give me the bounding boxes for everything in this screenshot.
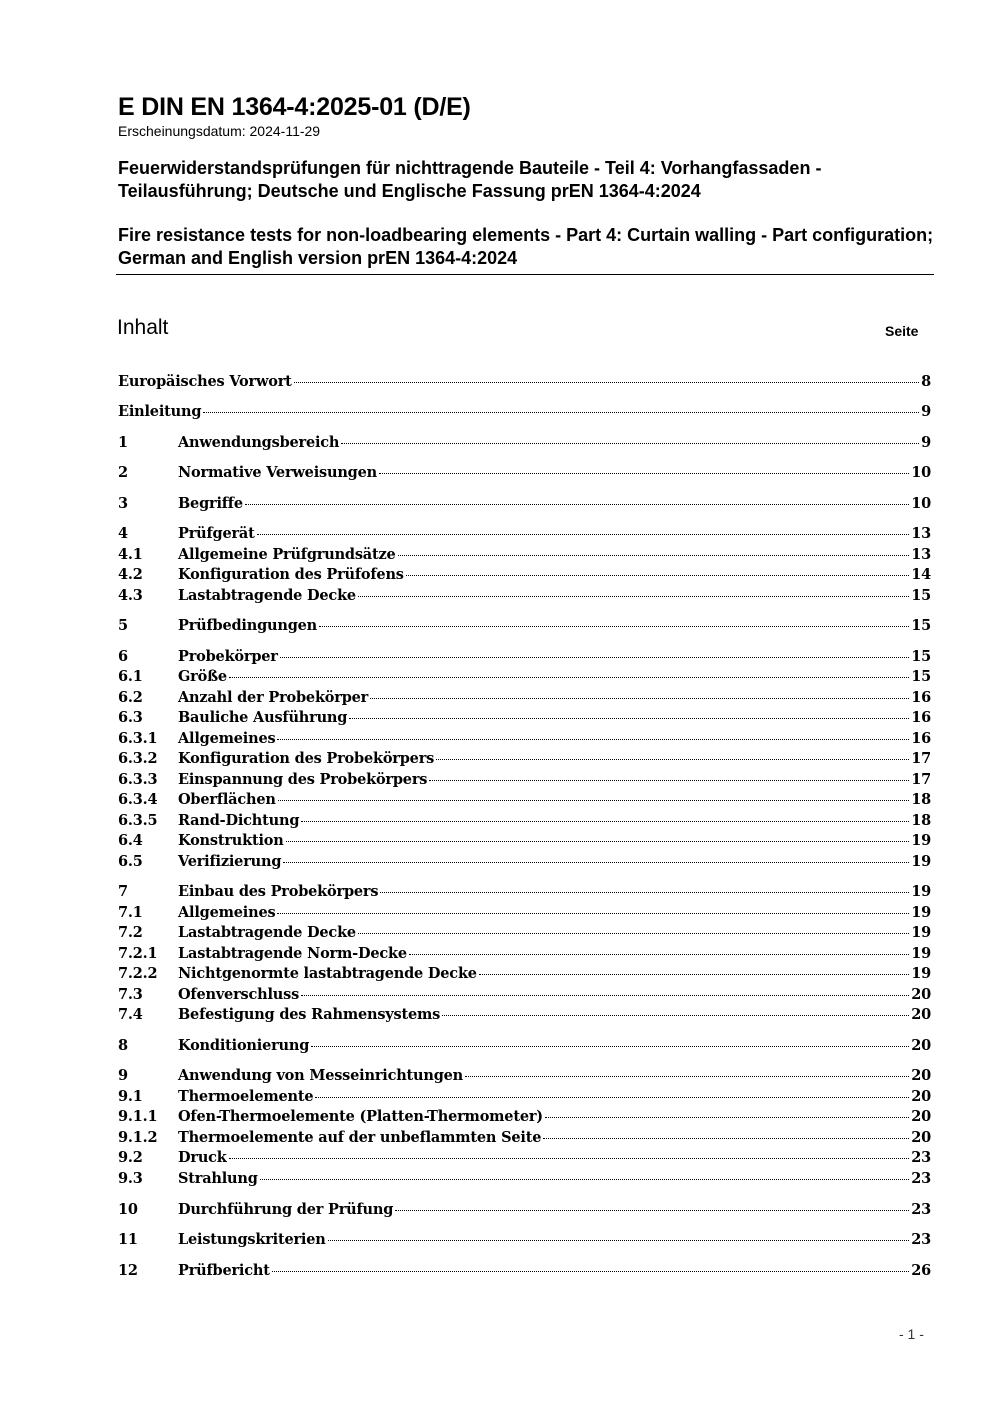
- toc-dot-leader: [543, 1138, 909, 1139]
- toc-dot-leader: [358, 933, 909, 934]
- toc-entry-title: Druck: [178, 1149, 227, 1166]
- toc-dot-leader: [203, 412, 919, 413]
- toc-entry-page: 16: [911, 689, 931, 706]
- toc-entry-title: Konditionierung: [178, 1037, 310, 1054]
- toc-entry-page: 9: [921, 403, 931, 420]
- toc-entry[interactable]: [118, 831, 931, 851]
- toc-entry[interactable]: [118, 433, 931, 453]
- toc-entry-page: 19: [911, 904, 931, 921]
- toc-entry-title: Einleitung: [118, 403, 202, 420]
- toc-dot-leader: [409, 954, 909, 955]
- toc-entry-title: Lastabtragende Decke: [178, 924, 356, 941]
- toc-entry-title: Verifizierung: [178, 853, 282, 870]
- toc-entry-page: 15: [911, 617, 931, 634]
- toc-entry-number: 2: [118, 464, 128, 481]
- toc-entry-title: Ofenverschluss: [178, 986, 300, 1003]
- toc-entry-number: 6.5: [118, 853, 143, 870]
- toc-entry-page: 17: [911, 771, 931, 788]
- toc-entry-page: 19: [911, 883, 931, 900]
- toc-entry[interactable]: [118, 586, 931, 606]
- toc-entry-title: Konstruktion: [178, 832, 284, 849]
- toc-entry-number: 6.3.5: [118, 812, 158, 829]
- header-divider: [116, 274, 934, 275]
- toc-entry-title: Prüfbericht: [178, 1262, 270, 1279]
- toc-entry-page: 18: [911, 812, 931, 829]
- toc-entry[interactable]: [118, 1128, 931, 1148]
- toc-entry-page: 18: [911, 791, 931, 808]
- toc-entry-page: 9: [921, 434, 931, 451]
- toc-entry-page: 26: [911, 1262, 931, 1279]
- toc-dot-leader: [280, 657, 909, 658]
- toc-entry-number: 7: [118, 883, 128, 900]
- toc-entry[interactable]: [118, 944, 931, 964]
- toc-entry-page: 23: [911, 1149, 931, 1166]
- toc-entry-number: 11: [118, 1231, 138, 1248]
- toc-dot-leader: [406, 575, 909, 576]
- toc-entry[interactable]: [118, 494, 931, 514]
- toc-entry-title: Probekörper: [178, 648, 278, 665]
- toc-entry-number: 10: [118, 1201, 138, 1218]
- toc-entry-page: 10: [911, 464, 931, 481]
- toc-entry-title: Konfiguration des Probekörpers: [178, 750, 435, 767]
- toc-entry-page: 23: [911, 1231, 931, 1248]
- toc-entry[interactable]: [118, 882, 931, 902]
- toc-entry-title: Einbau des Probekörpers: [178, 883, 379, 900]
- toc-entry[interactable]: [118, 729, 931, 749]
- toc-entry[interactable]: [118, 770, 931, 790]
- toc-entry-number: 6.3: [118, 709, 143, 726]
- toc-entry-page: 20: [911, 1088, 931, 1105]
- toc-entry-page: 19: [911, 853, 931, 870]
- toc-entry-number: 7.2.2: [118, 965, 158, 982]
- toc-entry-title: Konfiguration des Prüfofens: [178, 566, 404, 583]
- toc-dot-leader: [301, 821, 909, 822]
- toc-entry-title: Ofen-Thermoelemente (Platten-Thermometer): [178, 1108, 543, 1125]
- toc-entry-page: 19: [911, 965, 931, 982]
- toc-dot-leader: [315, 1097, 909, 1098]
- toc-entry[interactable]: [118, 463, 931, 483]
- toc-entry-title: Begriffe: [178, 495, 243, 512]
- toc-dot-leader: [294, 382, 919, 383]
- toc-entry-number: 6.1: [118, 668, 143, 685]
- toc-entry[interactable]: [118, 1066, 931, 1086]
- toc-entry-page: 8: [921, 373, 931, 390]
- toc-dot-leader: [436, 759, 909, 760]
- toc-entry-number: 4.2: [118, 566, 143, 583]
- toc-entry[interactable]: [118, 616, 931, 636]
- publication-date: Erscheinungsdatum: 2024-11-29: [118, 123, 321, 139]
- toc-entry-title: Europäisches Vorwort: [118, 373, 292, 390]
- toc-dot-leader: [370, 698, 909, 699]
- toc-entry-number: 4.1: [118, 546, 143, 563]
- toc-entry-page: 16: [911, 709, 931, 726]
- toc-entry-number: 9.1: [118, 1088, 143, 1105]
- toc-entry-title: Thermoelemente auf der unbeflammten Seite: [178, 1129, 542, 1146]
- toc-entry-page: 13: [911, 546, 931, 563]
- toc-entry-title: Durchführung der Prüfung: [178, 1201, 394, 1218]
- toc-entry-page: 15: [911, 648, 931, 665]
- toc-dot-leader: [286, 841, 910, 842]
- toc-entry[interactable]: [118, 545, 931, 565]
- toc-entry-page: 10: [911, 495, 931, 512]
- toc-entry-title: Lastabtragende Decke: [178, 587, 356, 604]
- toc-entry-title: Einspannung des Probekörpers: [178, 771, 428, 788]
- toc-dot-leader: [358, 596, 909, 597]
- toc-entry-page: 20: [911, 986, 931, 1003]
- toc-dot-leader: [277, 913, 909, 914]
- toc-dot-leader: [283, 862, 909, 863]
- toc-entry-page: 17: [911, 750, 931, 767]
- toc-dot-leader: [479, 974, 909, 975]
- toc-entry-number: 9: [118, 1067, 128, 1084]
- toc-dot-leader: [442, 1015, 909, 1016]
- toc-entry[interactable]: [118, 1230, 931, 1250]
- toc-entry-title: Prüfgerät: [178, 525, 255, 542]
- toc-entry[interactable]: [118, 688, 931, 708]
- toc-entry[interactable]: [118, 565, 931, 585]
- toc-entry-page: 20: [911, 1129, 931, 1146]
- toc-entry-page: 15: [911, 587, 931, 604]
- toc-entry-number: 6.3.3: [118, 771, 158, 788]
- toc-entry-number: 6.3.4: [118, 791, 158, 808]
- toc-entry-page: 23: [911, 1201, 931, 1218]
- toc-dot-leader: [272, 1271, 910, 1272]
- toc-entry-title: Strahlung: [178, 1170, 258, 1187]
- toc-entry-page: 20: [911, 1108, 931, 1125]
- toc-entry-page: 23: [911, 1170, 931, 1187]
- toc-dot-leader: [260, 1179, 910, 1180]
- toc-entry[interactable]: [118, 903, 931, 923]
- toc-entry-title: Thermoelemente: [178, 1088, 314, 1105]
- toc-dot-leader: [429, 780, 909, 781]
- toc-dot-leader: [229, 677, 909, 678]
- toc-entry-title: Allgemeines: [178, 730, 276, 747]
- toc-entry-title: Rand-Dichtung: [178, 812, 300, 829]
- toc-dot-leader: [398, 555, 910, 556]
- toc-entry[interactable]: [118, 964, 931, 984]
- toc-entry-title: Leistungskriterien: [178, 1231, 326, 1248]
- toc-entry-page: 19: [911, 945, 931, 962]
- toc-entry[interactable]: [118, 1169, 931, 1189]
- toc-entry-number: 7.4: [118, 1006, 143, 1023]
- toc-entry-title: Allgemeines: [178, 904, 276, 921]
- toc-entry[interactable]: [118, 1148, 931, 1168]
- toc-entry[interactable]: [118, 524, 931, 544]
- toc-dot-leader: [229, 1158, 910, 1159]
- toc-dot-leader: [245, 504, 909, 505]
- toc-entry-number: 7.3: [118, 986, 143, 1003]
- toc-heading: Inhalt: [117, 316, 169, 339]
- toc-dot-leader: [278, 800, 910, 801]
- toc-page-label: Seite: [885, 323, 919, 339]
- toc-dot-leader: [380, 892, 909, 893]
- toc-entry-title: Allgemeine Prüfgrundsätze: [178, 546, 396, 563]
- toc-entry[interactable]: [118, 1036, 931, 1056]
- toc-dot-leader: [328, 1240, 910, 1241]
- toc-entry[interactable]: [118, 1200, 931, 1220]
- toc-dot-leader: [349, 718, 909, 719]
- toc-entry-number: 12: [118, 1262, 138, 1279]
- toc-entry-title: Größe: [178, 668, 227, 685]
- toc-entry-number: 1: [118, 434, 128, 451]
- toc-dot-leader: [257, 534, 910, 535]
- title-english: Fire resistance tests for non-loadbearing elements - Part 4: Curtain walling - Part configuration; German and English version prEN 1364-4:2024: [118, 225, 934, 268]
- toc-entry-page: 15: [911, 668, 931, 685]
- toc-entry[interactable]: [118, 811, 931, 831]
- toc-entry-number: 9.1.1: [118, 1108, 158, 1125]
- toc-entry[interactable]: [118, 1107, 931, 1127]
- toc-entry-title: Befestigung des Rahmensystems: [178, 1006, 441, 1023]
- toc-entry-number: 6.3.2: [118, 750, 158, 767]
- toc-entry-number: 6.3.1: [118, 730, 158, 747]
- toc-entry-title: Anzahl der Probekörper: [178, 689, 369, 706]
- toc-entry[interactable]: [118, 1005, 931, 1025]
- toc-entry-title: Anwendungsbereich: [178, 434, 340, 451]
- toc-entry[interactable]: [118, 852, 931, 872]
- toc-entry[interactable]: [118, 402, 931, 422]
- document-header: [118, 92, 934, 270]
- toc-entry-title: Lastabtragende Norm-Decke: [178, 945, 407, 962]
- toc-dot-leader: [379, 473, 909, 474]
- toc-entry[interactable]: [118, 790, 931, 810]
- toc-entry-number: 5: [118, 617, 128, 634]
- toc-entry-number: 3: [118, 495, 128, 512]
- toc-entry-title: Anwendung von Messeinrichtungen: [178, 1067, 464, 1084]
- toc-entry-number: 7.2: [118, 924, 143, 941]
- toc-entry[interactable]: [118, 923, 931, 943]
- toc-dot-leader: [395, 1210, 909, 1211]
- toc-entry-page: 14: [911, 566, 931, 583]
- toc-entry[interactable]: [118, 1261, 931, 1281]
- toc-dot-leader: [465, 1076, 909, 1077]
- document-id: E DIN EN 1364-4:2025-01 (D/E): [118, 93, 471, 121]
- toc-dot-leader: [319, 626, 909, 627]
- toc-entry-number: 6: [118, 648, 128, 665]
- toc-entry-number: 6.2: [118, 689, 143, 706]
- toc-entry-title: Nichtgenormte lastabtragende Decke: [178, 965, 477, 982]
- toc-dot-leader: [545, 1117, 909, 1118]
- toc-entry[interactable]: [118, 708, 931, 728]
- toc-entry[interactable]: [118, 647, 931, 667]
- toc-entry-page: 20: [911, 1006, 931, 1023]
- toc-entry[interactable]: [118, 372, 931, 392]
- toc-entry-page: 20: [911, 1037, 931, 1054]
- toc-dot-leader: [301, 995, 909, 996]
- toc-entry-title: Bauliche Ausführung: [178, 709, 348, 726]
- page-number: - 1 -: [899, 1326, 924, 1342]
- toc-entry[interactable]: [118, 985, 931, 1005]
- title-german: Feuerwiderstandsprüfungen für nichttragende Bauteile - Teil 4: Vorhangfassaden - Teilausführung; Deutsche und Englische Fassung prEN 1364-4:2024: [118, 158, 822, 201]
- toc-entry-number: 9.3: [118, 1170, 143, 1187]
- toc-entry-title: Oberflächen: [178, 791, 276, 808]
- toc-entry-page: 16: [911, 730, 931, 747]
- toc-dot-leader: [277, 739, 909, 740]
- toc-entry-number: 7.1: [118, 904, 143, 921]
- toc-entry-number: 7.2.1: [118, 945, 158, 962]
- toc-entry-page: 19: [911, 924, 931, 941]
- toc-dot-leader: [311, 1046, 909, 1047]
- toc-entry[interactable]: [118, 1087, 931, 1107]
- toc-entry-page: 13: [911, 525, 931, 542]
- toc-entry-number: 8: [118, 1037, 128, 1054]
- toc-entry-number: 4: [118, 525, 128, 542]
- toc-entry-number: 9.1.2: [118, 1129, 158, 1146]
- toc-entry-title: Normative Verweisungen: [178, 464, 377, 481]
- toc-entry-number: 6.4: [118, 832, 143, 849]
- toc-entry-number: 4.3: [118, 587, 143, 604]
- toc-entry-number: 9.2: [118, 1149, 143, 1166]
- toc-dot-leader: [341, 443, 919, 444]
- toc-entry-title: Prüfbedingungen: [178, 617, 318, 634]
- toc-entry-page: 19: [911, 832, 931, 849]
- toc-entry[interactable]: [118, 749, 931, 769]
- toc-entry-page: 20: [911, 1067, 931, 1084]
- toc-entry[interactable]: [118, 667, 931, 687]
